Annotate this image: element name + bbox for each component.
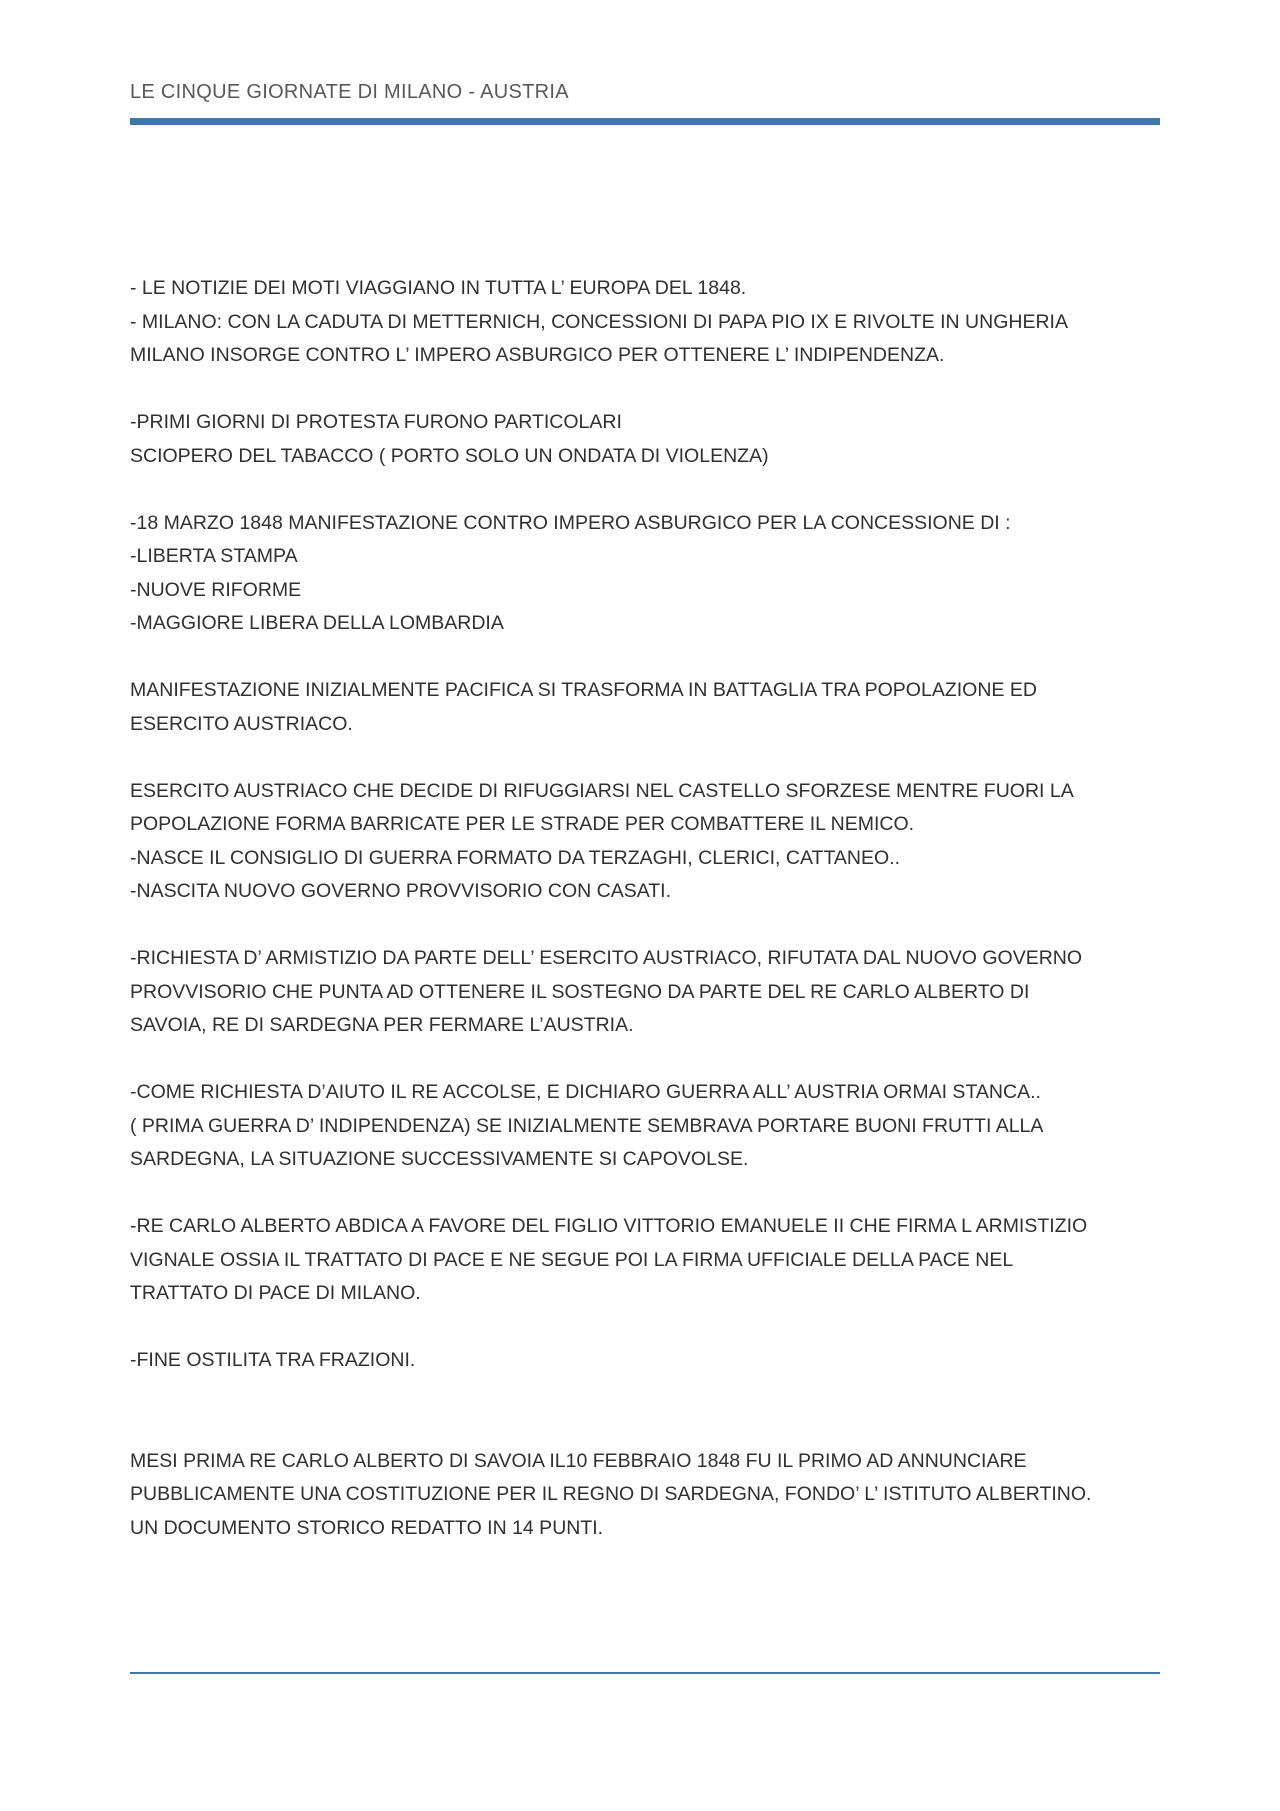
text-line: -FINE OSTILITA TRA FRAZIONI. xyxy=(130,1349,416,1371)
paragraph-gap xyxy=(130,473,1160,507)
text-line: -RE CARLO ALBERTO ABDICA A FAVORE DEL FIGLIO VITTORIO EMANUELE II CHE FIRMA L ARMISTIZIO xyxy=(130,1215,1088,1237)
header-divider xyxy=(130,118,1160,125)
text-line: -NASCITA NUOVO GOVERNO PROVVISORIO CON CASATI. xyxy=(130,880,672,902)
text-line: -COME RICHIESTA D’AIUTO IL RE ACCOLSE, E DICHIARO GUERRA ALL’ AUSTRIA ORMAI STANCA.. xyxy=(130,1081,1041,1103)
header-title: LE CINQUE GIORNATE DI MILANO - AUSTRIA xyxy=(130,81,569,103)
footer-divider xyxy=(130,1672,1160,1674)
text-line: VIGNALE OSSIA IL TRATTATO DI PACE E NE SEGUE POI LA FIRMA UFFICIALE DELLA PACE NEL xyxy=(130,1248,1014,1271)
paragraph-gap xyxy=(130,1177,1160,1211)
text-line: MESI PRIMA RE CARLO ALBERTO DI SAVOIA IL10 FEBBRAIO 1848 FU IL PRIMO AD ANNUNCIARE xyxy=(130,1449,1027,1472)
text-line: ESERCITO AUSTRIACO. xyxy=(130,712,353,735)
text-line: -NUOVE RIFORME xyxy=(130,578,302,601)
text-line: -RICHIESTA D’ ARMISTIZIO DA PARTE DELL’ ESERCITO AUSTRIACO, RIFUTATA DAL NUOVO GOVERNO xyxy=(130,947,1083,969)
text-line: - LE NOTIZIE DEI MOTI VIAGGIANO IN TUTTA L’ EUROPA DEL 1848. xyxy=(130,277,747,299)
text-line: -MAGGIORE LIBERA DELLA LOMBARDIA xyxy=(130,612,504,634)
text-line: POPOLAZIONE FORMA BARRICATE PER LE STRADE PER COMBATTERE IL NEMICO. xyxy=(130,813,915,835)
paragraph-gap xyxy=(130,909,1160,943)
paragraph-gap xyxy=(130,1311,1160,1345)
text-line: TRATTATO DI PACE DI MILANO. xyxy=(130,1282,421,1304)
paragraph-gap xyxy=(130,1378,1160,1445)
text-line: -PRIMI GIORNI DI PROTESTA FURONO PARTICOLARI xyxy=(130,411,622,433)
text-line: SCIOPERO DEL TABACCO ( PORTO SOLO UN ONDATA DI VIOLENZA) xyxy=(130,444,769,467)
text-line: MANIFESTAZIONE INIZIALMENTE PACIFICA SI TRASFORMA IN BATTAGLIA TRA POPOLAZIONE ED xyxy=(130,679,1037,701)
text-line: UN DOCUMENTO STORICO REDATTO IN 14 PUNTI. xyxy=(130,1516,604,1539)
paragraph-gap xyxy=(130,741,1160,775)
paragraph-gap xyxy=(130,373,1160,407)
text-line: SAVOIA, RE DI SARDEGNA PER FERMARE L’AUSTRIA. xyxy=(130,1014,634,1036)
text-line: -18 MARZO 1848 MANIFESTAZIONE CONTRO IMPERO ASBURGICO PER LA CONCESSIONE DI : xyxy=(130,511,1011,534)
text-line: MILANO INSORGE CONTRO L’ IMPERO ASBURGICO PER OTTENERE L’ INDIPENDENZA. xyxy=(130,344,945,366)
text-line: PROVVISORIO CHE PUNTA AD OTTENERE IL SOSTEGNO DA PARTE DEL RE CARLO ALBERTO DI xyxy=(130,980,1030,1003)
text-line: - MILANO: CON LA CADUTA DI METTERNICH, CONCESSIONI DI PAPA PIO IX E RIVOLTE IN UNGHERIA xyxy=(130,310,1068,333)
text-line: PUBBLICAMENTE UNA COSTITUZIONE PER IL REGNO DI SARDEGNA, FONDO’ L’ ISTITUTO ALBERTINO. xyxy=(130,1483,1092,1505)
document-body xyxy=(130,272,1160,1545)
paragraph-gap xyxy=(130,641,1160,675)
text-line: -LIBERTA STAMPA xyxy=(130,545,298,567)
paragraph-gap xyxy=(130,1043,1160,1077)
text-line: -NASCE IL CONSIGLIO DI GUERRA FORMATO DA TERZAGHI, CLERICI, CATTANEO.. xyxy=(130,846,901,869)
text-line: ESERCITO AUSTRIACO CHE DECIDE DI RIFUGGIARSI NEL CASTELLO SFORZESE MENTRE FUORI LA xyxy=(130,779,1074,802)
text-line: ( PRIMA GUERRA D’ INDIPENDENZA) SE INIZIALMENTE SEMBRAVA PORTARE BUONI FRUTTI ALLA xyxy=(130,1114,1044,1137)
text-line: SARDEGNA, LA SITUAZIONE SUCCESSIVAMENTE SI CAPOVOLSE. xyxy=(130,1148,749,1170)
page-header xyxy=(130,78,1160,106)
